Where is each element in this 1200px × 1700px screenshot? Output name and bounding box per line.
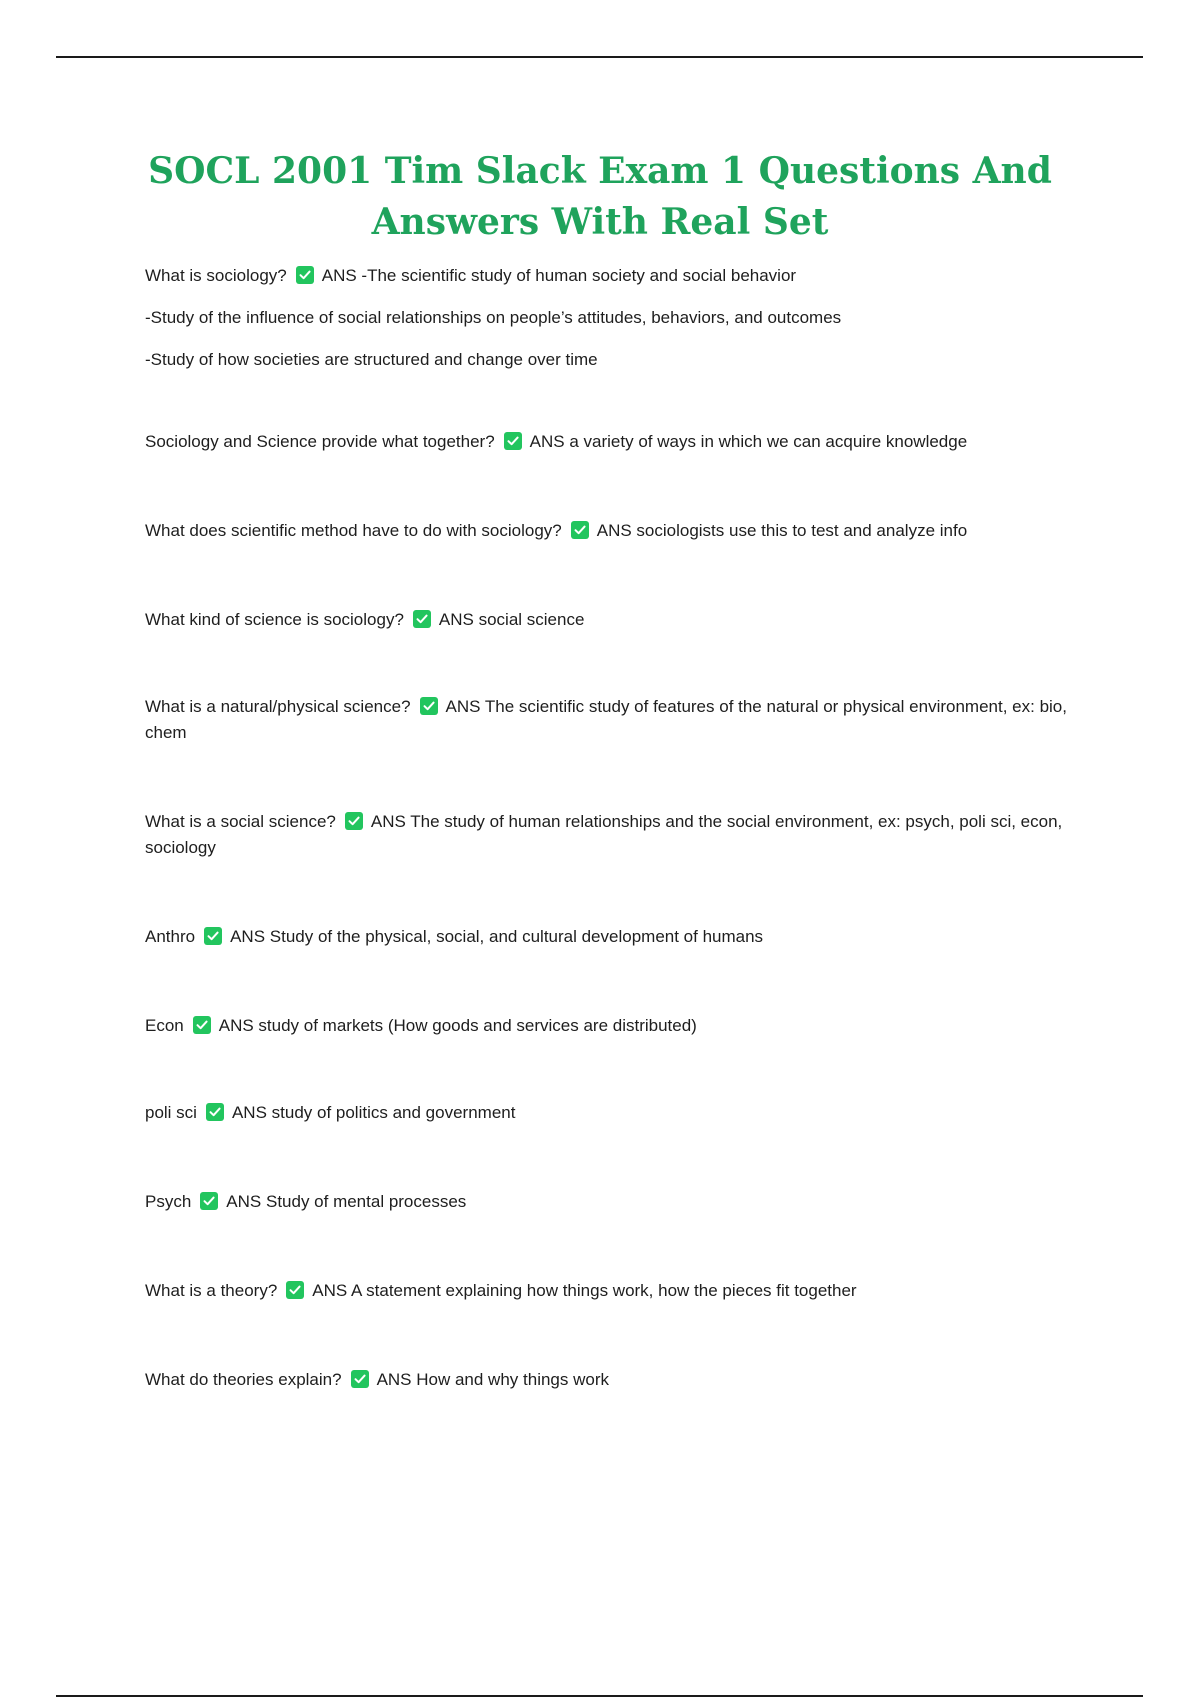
qa-item — [145, 1278, 1090, 1304]
answer-text: ANS A statement explaining how things work, how the pieces fit together — [312, 1281, 857, 1300]
answer-text: ANS social science — [438, 610, 585, 629]
answer-extra-line: -Study of how societies are structured and change over time — [145, 350, 598, 369]
question-text: Econ — [145, 1016, 184, 1035]
check-mark-icon — [296, 266, 314, 284]
question-text: Sociology and Science provide what together? — [145, 432, 495, 451]
check-mark-icon — [193, 1016, 211, 1034]
qa-item — [145, 263, 1090, 289]
qa-item — [145, 1100, 1090, 1126]
qa-item — [145, 1013, 1090, 1039]
question-text: What is a theory? — [145, 1281, 278, 1300]
qa-item — [145, 1367, 1090, 1393]
qa-item — [145, 1189, 1090, 1215]
question-text: What is a social science? — [145, 812, 336, 831]
answer-text: ANS -The scientific study of human society and social behavior — [321, 266, 797, 285]
question-text: What is sociology? — [145, 266, 287, 285]
qa-item — [145, 694, 1090, 746]
answer-text: ANS Study of mental processes — [226, 1192, 467, 1211]
bottom-rule — [56, 1695, 1143, 1697]
question-text: What does scientific method have to do with sociology? — [145, 521, 562, 540]
answer-text: ANS The scientific study of features of the natural or physical environment, ex: bio, chem — [145, 697, 1067, 742]
question-text: poli sci — [145, 1103, 197, 1122]
check-mark-icon — [351, 1370, 369, 1388]
answer-text: ANS sociologists use this to test and analyze info — [596, 521, 968, 540]
check-mark-icon — [504, 432, 522, 450]
answer-text: ANS a variety of ways in which we can acquire knowledge — [529, 432, 968, 451]
question-text: What kind of science is sociology? — [145, 610, 404, 629]
answer-text: ANS How and why things work — [376, 1370, 609, 1389]
check-mark-icon — [413, 610, 431, 628]
answer-text: ANS Study of the physical, social, and cultural development of humans — [230, 927, 764, 946]
qa-item — [145, 924, 1090, 950]
check-mark-icon — [204, 927, 222, 945]
qa-item — [145, 607, 1090, 633]
qa-item — [145, 809, 1090, 861]
answer-extra-line: -Study of the influence of social relationships on people’s attitudes, behaviors, and outcomes — [145, 308, 842, 327]
qa-item — [145, 518, 1090, 544]
document-title: SOCL 2001 Tim Slack Exam 1 Questions And Answers With Real Set — [148, 150, 1052, 243]
check-mark-icon — [420, 697, 438, 715]
answer-text: ANS study of politics and government — [231, 1103, 516, 1122]
question-text: Anthro — [145, 927, 196, 946]
check-mark-icon — [345, 812, 363, 830]
question-text: Psych — [145, 1192, 192, 1211]
check-mark-icon — [286, 1281, 304, 1299]
check-mark-icon — [200, 1192, 218, 1210]
question-text: What is a natural/physical science? — [145, 697, 411, 716]
check-mark-icon — [571, 521, 589, 539]
qa-list — [145, 263, 1090, 1393]
answer-text: ANS The study of human relationships and the social environment, ex: psych, poli sci, econ, sociology — [145, 812, 1063, 857]
question-text: What do theories explain? — [145, 1370, 342, 1389]
check-mark-icon — [206, 1103, 224, 1121]
top-rule — [56, 56, 1143, 58]
qa-item — [145, 429, 1090, 455]
answer-text: ANS study of markets (How goods and services are distributed) — [218, 1016, 697, 1035]
